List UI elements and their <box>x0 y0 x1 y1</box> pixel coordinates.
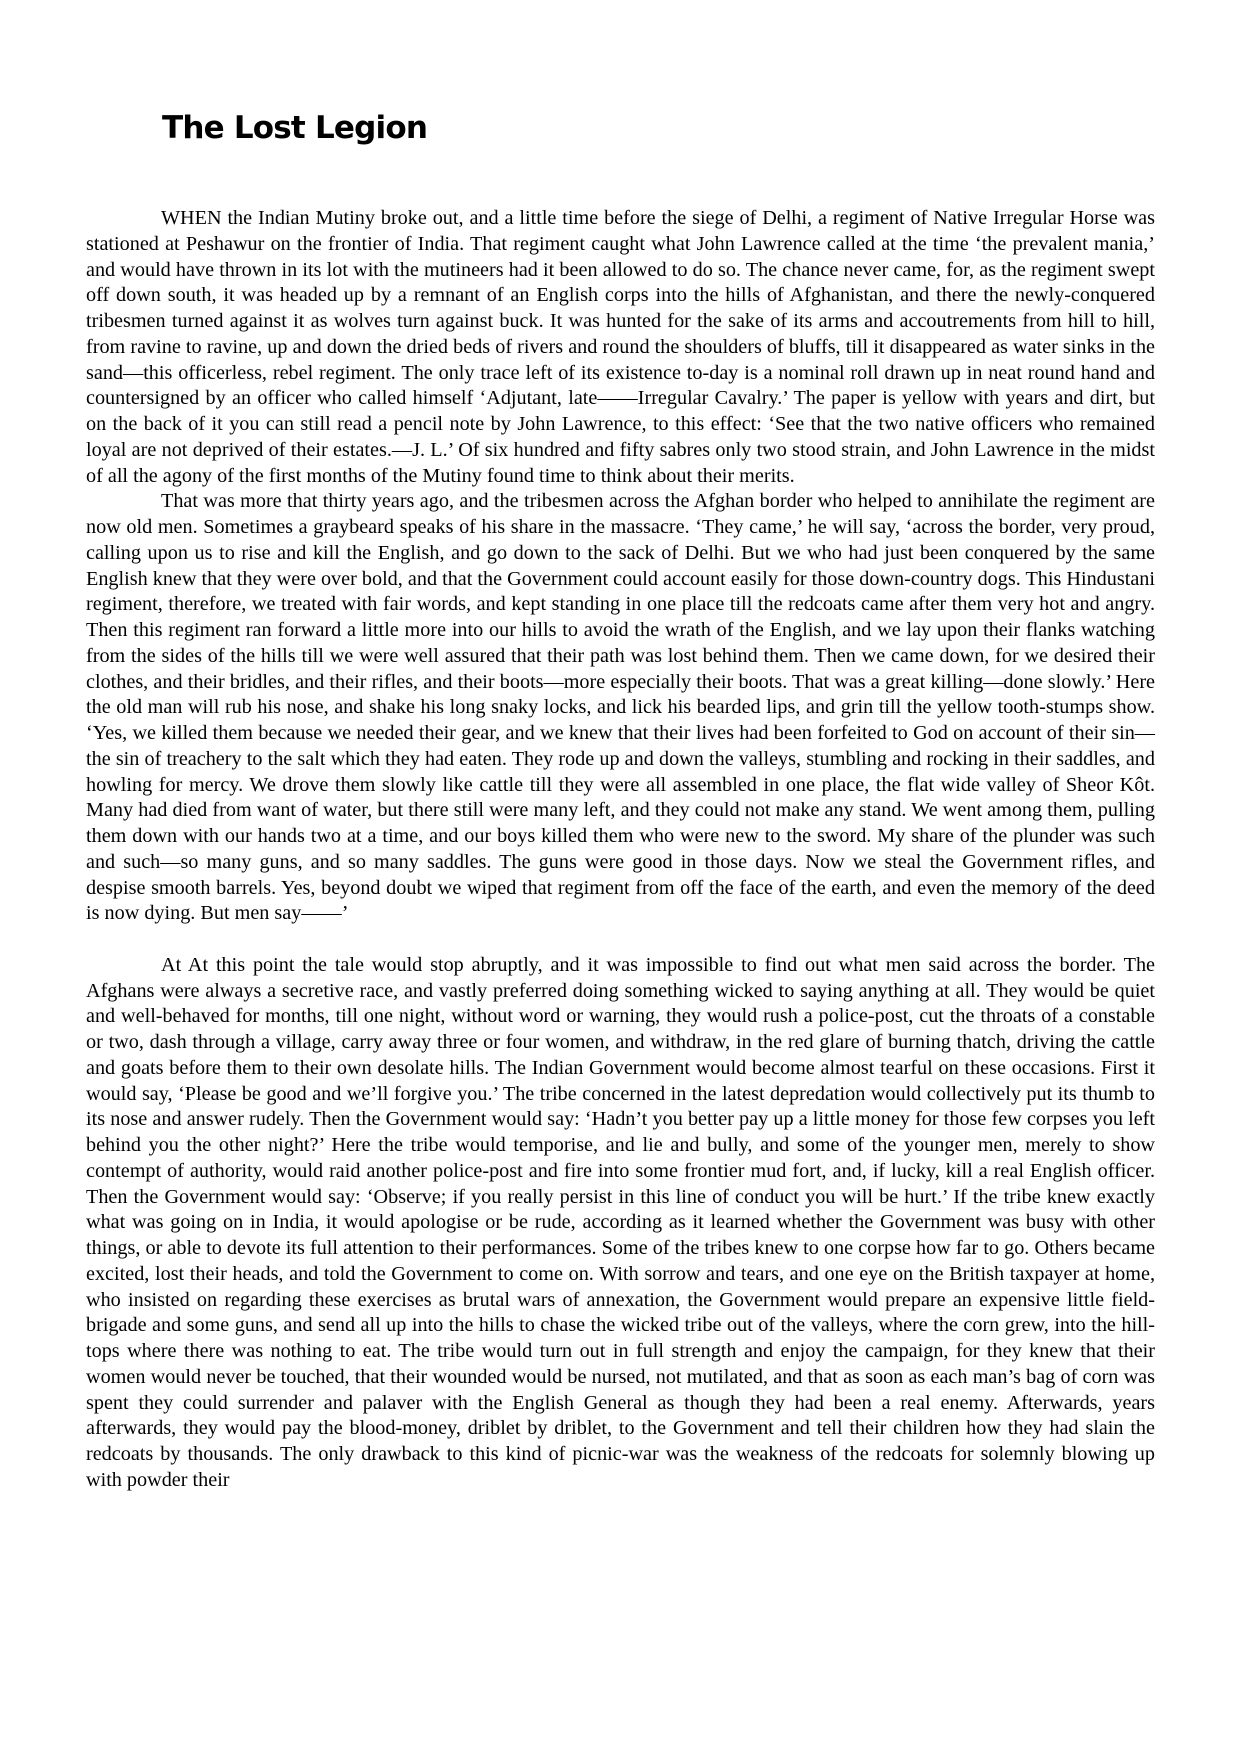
page-title: The Lost Legion <box>162 110 428 146</box>
body-text <box>86 206 1155 1494</box>
paragraph-2: That was more that thirty years ago, and the tribesmen across the Afghan border who helped to annihilate the regiment are now old men. Sometimes a graybeard speaks of his share in the massacre. ‘They came,’ he will say, ‘across the border, very proud, calling upon us to rise and kill the English, and go down to the sack of Delhi. But we who had just been conquered by the same English knew that they were over bold, and that the Government could account easily for those down-country dogs. This Hindustani regiment, therefore, we treated with fair words, and kept standing in one place till the redcoats came after them very hot and angry. Then this regiment ran forward a little more into our hills to avoid the wrath of the English, and we lay upon their flanks watching from the sides of the hills till we were well assured that their path was lost behind them. Then we came down, for we desired their clothes, and their bridles, and their rifles, and their boots—more especially their boots. That was a great killing—done slowly.’ Here the old man will rub his nose, and shake his long snaky locks, and lick his bearded lips, and grin till the yellow tooth-stumps show. ‘Yes, we killed them because we needed their gear, and we knew that their lives had been forfeited to God on account of their sin—the sin of treachery to the salt which they had eaten. They rode up and down the valleys, stumbling and rocking in their saddles, and howling for mercy. We drove them slowly like cattle till they were all assembled in one place, the flat wide valley of Sheor Kôt. Many had died from want of water, but there still were many left, and they could not make any stand. We went among them, pulling them down with our hands two at a time, and our boys killed them who were new to the sword. My share of the plunder was such and such—so many guns, and so many saddles. The guns were good in those days. Now we steal the Government rifles, and despise smooth barrels. Yes, beyond doubt we wiped that regiment from off the face of the earth, and even the memory of the deed is now dying. But men say——’ <box>86 490 1155 925</box>
paragraph-3: At At this point the tale would stop abruptly, and it was impossible to find out what men said across the border. The Afghans were always a secretive race, and vastly preferred doing something wicked to saying anything at all. They would be quiet and well-behaved for months, till one night, without word or warning, they would rush a police-post, cut the throats of a constable or two, dash through a village, carry away three or four women, and withdraw, in the red glare of burning thatch, driving the cattle and goats before them to their own desolate hills. The Indian Government would become almost tearful on these occasions. First it would say, ‘Please be good and we’ll forgive you.’ The tribe concerned in the latest depredation would collectively put its thumb to its nose and answer rudely. Then the Government would say: ‘Hadn’t you better pay up a little money for those few corpses you left behind you the other night?’ Here the tribe would temporise, and lie and bully, and some of the younger men, merely to show contempt of authority, would raid another police-post and fire into some frontier mud fort, and, if lucky, kill a real English officer. Then the Government would say: ‘Observe; if you really persist in this line of conduct you will be hurt.’ If the tribe knew exactly what was going on in India, it would apologise or be rude, according as it learned whether the Government was busy with other things, or able to devote its full attention to their performances. Some of the tribes knew to one corpse how far to go. Others became excited, lost their heads, and told the Government to come on. With sorrow and tears, and one eye on the British taxpayer at home, who insisted on regarding these exercises as brutal wars of annexation, the Government would prepare an expensive little field-brigade and some guns, and send all up into the hills to chase the wicked tribe out of the valleys, where the corn grew, into the hill-tops where there was nothing to eat. The tribe would turn out in full strength and enjoy the campaign, for they knew that their women would never be touched, that their wounded would be nursed, not mutilated, and that as soon as each man’s bag of corn was spent they could surrender and palaver with the English General as though they had been a real enemy. Afterwards, years afterwards, they would pay the blood-money, driblet by driblet, to the Government and tell their children how they had slain the redcoats by thousands. The only drawback to this kind of picnic-war was the weakness of the redcoats for solemnly blowing up with powder their <box>86 953 1155 1491</box>
paragraph-1: WHEN the Indian Mutiny broke out, and a little time before the siege of Delhi, a regiment of Native Irregular Horse was stationed at Peshawur on the frontier of India. That regiment caught what John Lawrence called at the time ‘the prevalent mania,’ and would have thrown in its lot with the mutineers had it been allowed to do so. The chance never came, for, as the regiment swept off down south, it was headed up by a remnant of an English corps into the hills of Afghanistan, and there the newly-conquered tribesmen turned against it as wolves turn against buck. It was hunted for the sake of its arms and accoutrements from hill to hill, from ravine to ravine, up and down the dried beds of rivers and round the shoulders of bluffs, till it disappeared as water sinks in the sand—this officerless, rebel regiment. The only trace left of its existence to-day is a nominal roll drawn up in neat round hand and countersigned by an officer who called himself ‘Adjutant, late——Irregular Cavalry.’ The paper is yellow with years and dirt, but on the back of it you can still read a pencil note by John Lawrence, to this effect: ‘See that the two native officers who remained loyal are not deprived of their estates.—J. L.’ Of six hundred and fifty sabres only two stood strain, and John Lawrence in the midst of all the agony of the first months of the Mutiny found time to think about their merits. <box>86 207 1155 487</box>
